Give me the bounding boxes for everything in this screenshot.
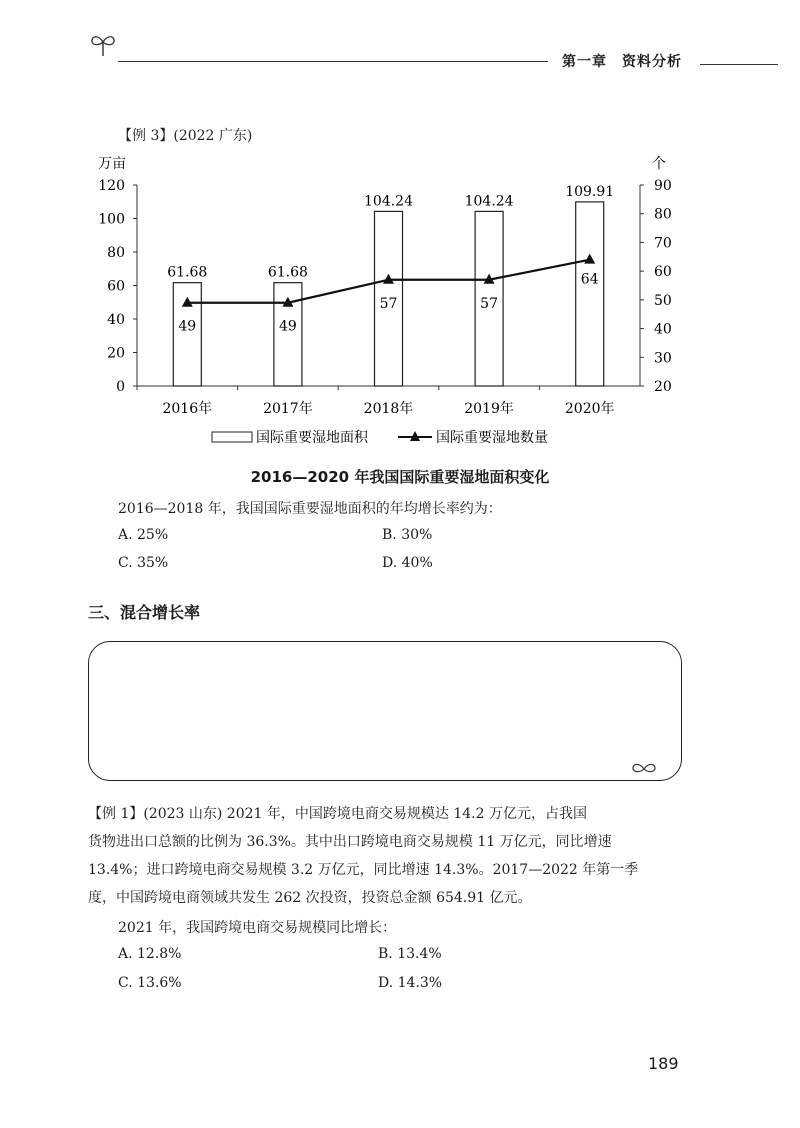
legend-line-label: 国际重要湿地数量 [436, 430, 548, 446]
left-tick-label: 100 [98, 211, 125, 228]
option-b[interactable]: B. 30% [382, 527, 433, 543]
section-heading: 三、混合增长率 [88, 603, 201, 622]
left-axis-unit: 万亩 [98, 156, 126, 172]
example3-label: 【例 3】(2022 广东) [118, 128, 253, 144]
bar [576, 202, 604, 386]
paragraph-line: 13.4%；进口跨境电商交易规模 3.2 万亿元，同比增速 14.3%。2017—2022 年第一季 [88, 862, 639, 878]
line-label: 57 [480, 295, 499, 312]
left-tick-label: 120 [98, 178, 125, 194]
legend-bar-swatch [212, 432, 252, 442]
bar-label: 109.91 [565, 183, 615, 200]
left-tick-label: 20 [107, 345, 125, 362]
example1-paragraph [88, 800, 688, 912]
header-rule-left [118, 61, 548, 62]
note-box [88, 641, 682, 781]
right-axis-unit: 个 [652, 156, 666, 172]
x-tick-label: 2017年 [263, 401, 313, 417]
chart-bars [167, 184, 614, 386]
right-tick-label: 60 [654, 264, 672, 281]
right-tick-label: 20 [654, 379, 672, 395]
option-a[interactable]: A. 12.8% [118, 946, 182, 962]
option-d[interactable]: D. 14.3% [378, 975, 443, 991]
example1-question: 2021 年，我国跨境电商交易规模同比增长： [118, 920, 397, 936]
option-c[interactable]: C. 35% [118, 555, 169, 571]
leaf-icon [630, 760, 658, 776]
paragraph-line: 度，中国跨境电商领域共发生 262 次投资，投资总金额 654.91 亿元。 [88, 890, 532, 906]
option-a[interactable]: A. 25% [118, 527, 169, 543]
x-tick-label: 2018年 [363, 401, 414, 417]
line-label: 57 [379, 295, 398, 312]
line-label: 64 [580, 271, 599, 288]
left-tick-label: 80 [107, 245, 125, 261]
x-tick-label: 2020年 [564, 401, 615, 417]
right-tick-label: 70 [654, 235, 672, 252]
page-number: 189 [648, 1054, 679, 1073]
x-tick-label: 2019年 [464, 401, 514, 417]
right-tick-label: 80 [654, 206, 672, 223]
left-tick-label: 40 [107, 312, 125, 328]
line-label: 49 [178, 318, 197, 335]
option-b[interactable]: B. 13.4% [378, 946, 442, 962]
left-tick-label: 0 [116, 379, 125, 395]
option-d[interactable]: D. 40% [382, 555, 433, 571]
bar-label: 104.24 [464, 193, 514, 210]
right-tick-label: 50 [654, 292, 672, 309]
right-tick-label: 40 [654, 321, 672, 338]
right-tick-label: 30 [654, 350, 672, 367]
option-c[interactable]: C. 13.6% [118, 975, 182, 991]
line-label: 49 [278, 318, 297, 335]
paragraph-line: 【例 1】(2023 山东) 2021 年，中国跨境电商交易规模达 14.2 万亿元，占我国 [88, 806, 587, 822]
bar-label: 104.24 [364, 193, 413, 210]
paragraph-line: 货物进出口总额的比例为 36.3%。其中出口跨境电商交易规模 11 万亿元，同比增速 [88, 834, 612, 850]
legend-bar-label: 国际重要湿地面积 [256, 430, 368, 446]
bar-label: 61.68 [167, 264, 208, 281]
sprout-icon [88, 30, 118, 60]
chart-title: 2016—2020 年我国国际重要湿地面积变化 [250, 468, 550, 486]
right-tick-label: 90 [654, 178, 672, 194]
x-tick-label: 2016年 [162, 401, 213, 417]
left-tick-label: 60 [107, 278, 125, 295]
wetland-chart [0, 150, 800, 460]
example3-question: 2016—2018 年，我国国际重要湿地面积的年均增长率约为： [118, 501, 502, 517]
chart-legend [212, 429, 548, 446]
chapter-title: 第一章 资料分析 [562, 54, 682, 70]
bar-label: 61.68 [267, 264, 308, 281]
header-rule-right [700, 64, 778, 65]
